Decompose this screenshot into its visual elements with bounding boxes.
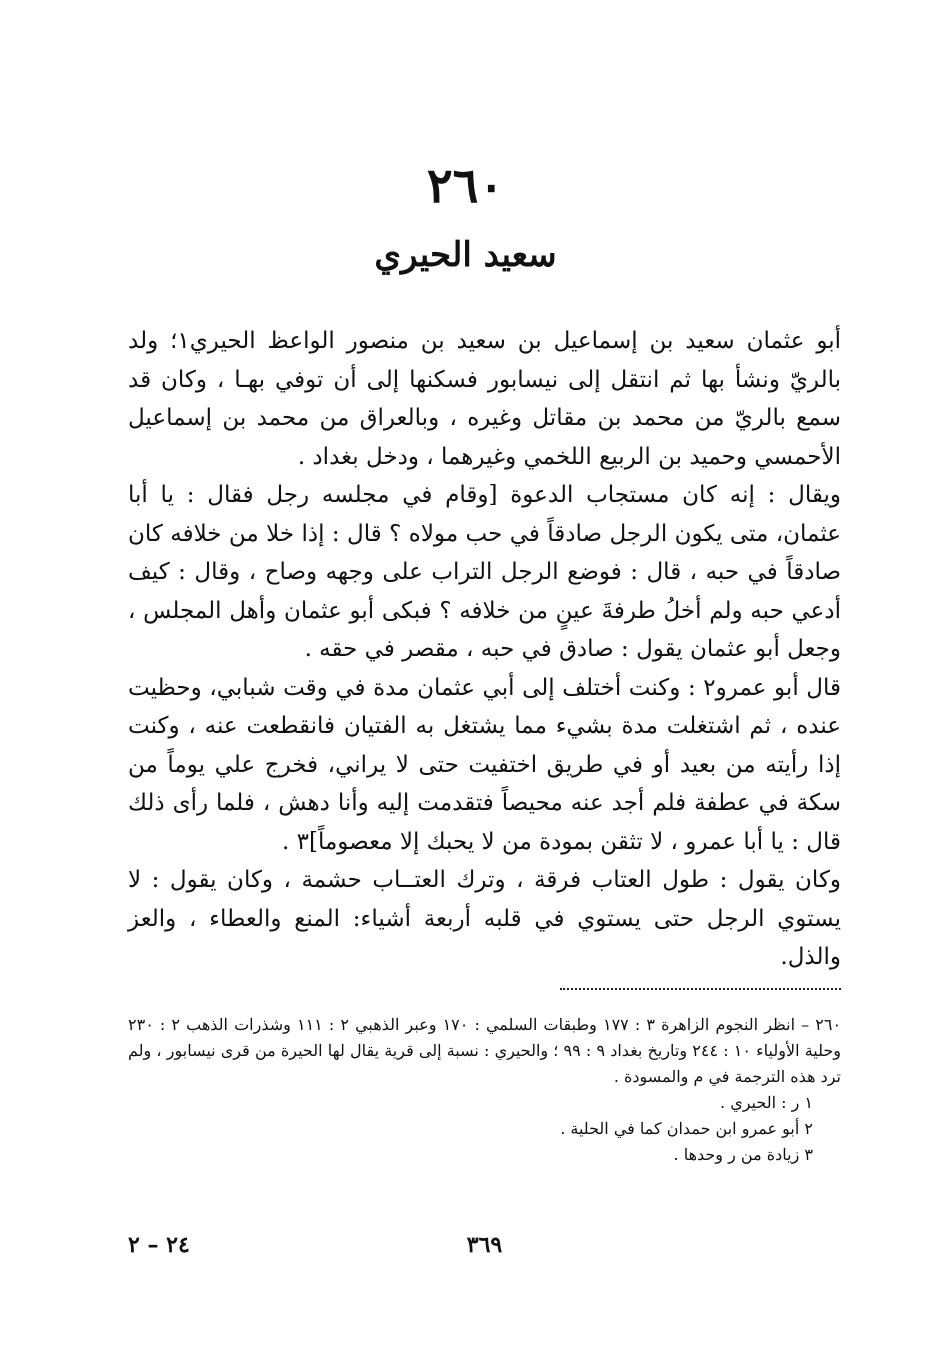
- body-paragraph-3: قال أبو عمرو٢ : وكنت أختلف إلى أبي عثمان مدة في وقت شبابي، وحظيت عنده ، ثم اشتغلت مدة بشيء مما يشتغل به الفتيان فانقطعت عنه ، وكنت إذا رأيته من بعيد أو في طريق اختفيت حتى لا يراني، فخرج علي يوماً من سكة في عطفة فلم أجد عنه محيصاً فتقدمت إليه وأنا دهش ، فلما رأى ذلك قال : يا أبا عمرو ، لا تثقن بمودة من لا يحبك إلا معصوماً]٣ .: [128, 674, 842, 855]
- page-footer: [128, 1232, 841, 1266]
- body-paragraph-1: أبو عثمان سعيد بن إسماعيل بن سعيد بن منصور الواعظ الحيري١؛ ولد بالريّ ونشأ بها ثم انتقل إلى نيسابور فسكنها إلى أن توفي بهـا ، وكان قد سمع بالريّ من محمد بن مقاتل وغيره ، وبالعراق من محمد بن إسماعيل الأحمسي وحميد بن الربيع اللخمي وغيرهما ، ودخل بغداد .: [128, 328, 841, 470]
- footnote-1: ١ ر : الحيري .: [720, 1093, 813, 1112]
- body-paragraph-2: ويقال : إنه كان مستجاب الدعوة [وقام في مجلسه رجل فقال : يا أبا عثمان، متى يكون الرجل صادقاً في حب مولاه ؟ قال : إذا خلا من خلافه كان صادقاً في حبه ، قال : فوضع الرجل التراب على وجهه وصاح ، وقال : كيف أدعي حبه ولم أخلُ طرفةَ عينٍ من خلافه ؟ فبكى أبو عثمان وأهل المجلس ، وجعل أبو عثمان يقول : صادق في حبه ، مقصر في حقه .: [128, 482, 842, 662]
- footnote-divider: [560, 988, 841, 990]
- footnotes: [128, 1012, 841, 1168]
- footnote-2: ٢ أبو عمرو ابن حمدان كما في الحلية .: [560, 1119, 813, 1138]
- entry-title: سعيد الحيري: [374, 235, 557, 275]
- footnote-main: ٢٦٠ – انظر النجوم الزاهرة ٣ : ١٧٧ وطبقات السلمي : ١٧٠ وعبر الذهبي ٢ : ١١١ وشذرات الذهب ٢ : ٢٣٠ وحلية الأولياء ١٠ : ٢٤٤ وتاريخ بغداد ٩ : ٩٩ ؛ والحيري : نسبة إلى قرية يقال لها الحيرة من قرى نيسابور ، ولم ترد هذه الترجمة في م والمسودة .: [128, 1015, 842, 1086]
- body-paragraph-4: وكان يقول : طول العتاب فرقة ، وترك العتــاب حشمة ، وكان يقول : لا يستوي الرجل حتى يستوي في قلبه أربعة أشياء: المنع والعطاء ، والعز والذل.: [128, 867, 841, 970]
- printer-signature: ٢٤ – ٢: [128, 1232, 190, 1258]
- page-number: ٣٦٩: [466, 1232, 503, 1258]
- biography-text: [128, 322, 841, 977]
- footnote-3: ٣ زيادة من ر وحدها .: [673, 1145, 813, 1164]
- entry-number: ٢٦٠: [426, 158, 505, 214]
